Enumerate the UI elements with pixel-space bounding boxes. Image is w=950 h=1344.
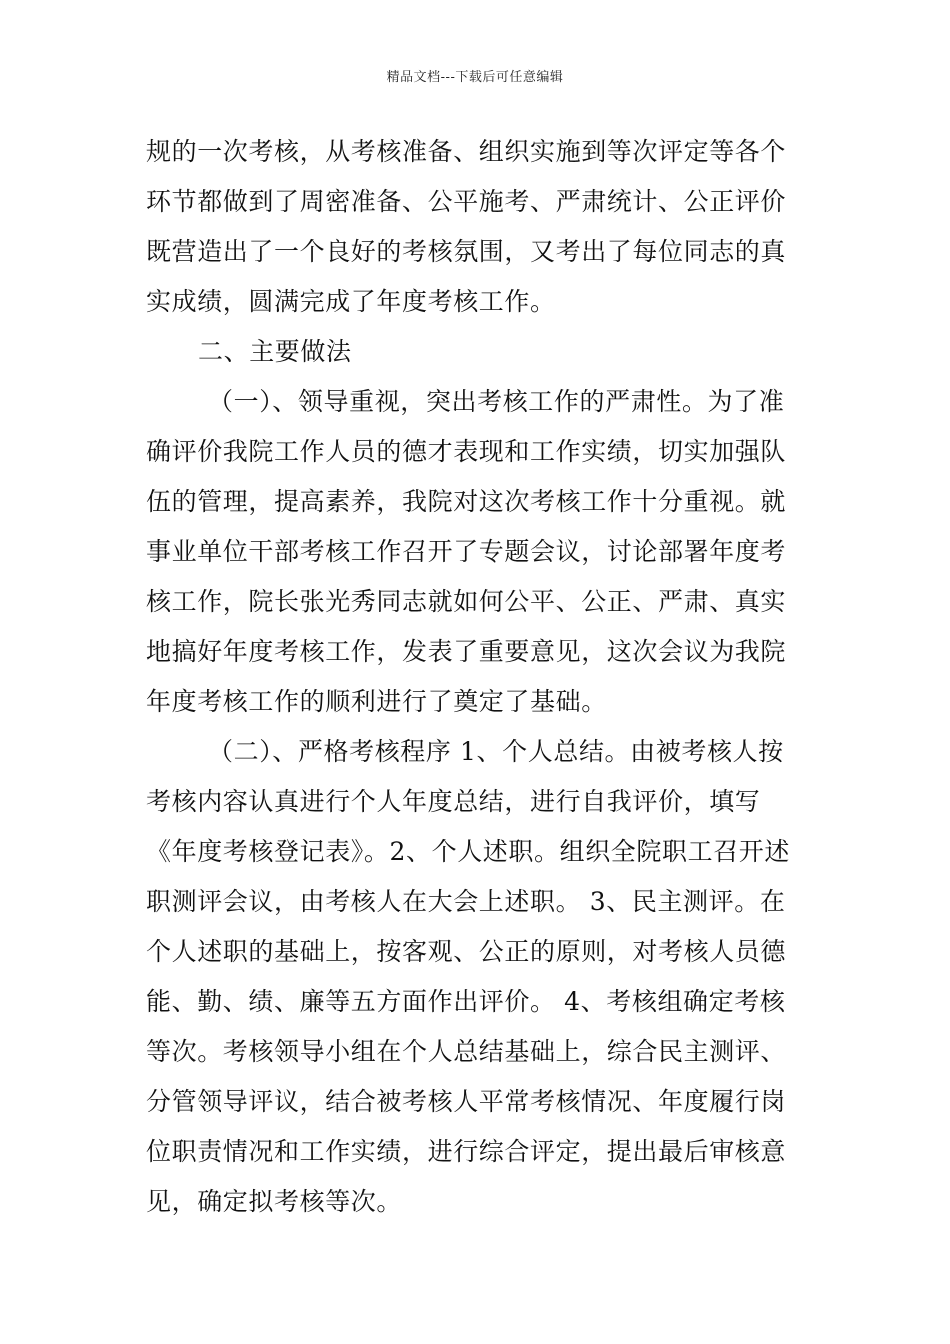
text-line: 《年度考核登记表》。2、个人述职。组织全院职工召开述: [146, 837, 791, 866]
subsection-heading-1: （一）、领导重视，突出考核工作的严肃性。为了准: [208, 387, 785, 416]
text-line: 事业单位干部考核工作召开了专题会议，讨论部署年度考: [146, 537, 787, 566]
text-line: 规的一次考核，从考核准备、组织实施到等次评定等各个: [146, 137, 787, 166]
subsection-heading-2: （二）、严格考核程序 1、个人总结。由被考核人按: [208, 737, 784, 766]
text-line: 伍的管理，提高素养，我院对这次考核工作十分重视。就: [146, 487, 787, 516]
text-line: 既营造出了一个良好的考核氛围，又考出了每位同志的真: [146, 237, 787, 266]
text-line: 个人述职的基础上，按客观、公正的原则，对考核人员德: [146, 937, 787, 966]
text-line: 确评价我院工作人员的德才表现和工作实绩，切实加强队: [146, 437, 787, 466]
text-line: 核工作，院长张光秀同志就如何公平、公正、严肃、真实: [146, 587, 787, 616]
text-line: 实成绩，圆满完成了年度考核工作。: [146, 287, 556, 316]
text-line: 环节都做到了周密准备、公平施考、严肃统计、公正评价: [146, 187, 787, 216]
text-line: 考核内容认真进行个人年度总结，进行自我评价，填写: [146, 787, 761, 816]
text-line: 等次。考核领导小组在个人总结基础上，综合民主测评、: [146, 1037, 787, 1066]
text-line: 位职责情况和工作实绩，进行综合评定，提出最后审核意: [146, 1137, 787, 1166]
text-line: 见，确定拟考核等次。: [146, 1187, 403, 1216]
section-heading: 二、主要做法: [198, 337, 352, 366]
text-line: 职测评会议，由考核人在大会上述职。 3、民主测评。在: [146, 887, 786, 916]
document-body: [146, 127, 810, 1227]
text-line: 年度考核工作的顺利进行了奠定了基础。: [146, 687, 607, 716]
text-line: 地搞好年度考核工作，发表了重要意见，这次会议为我院: [146, 637, 787, 666]
text-line: 分管领导评议，结合被考核人平常考核情况、年度履行岗: [146, 1087, 787, 1116]
page-header: 精品文档---下载后可任意编辑: [386, 70, 564, 85]
text-line: 能、勤、绩、廉等五方面作出评价。 4、考核组确定考核: [146, 987, 786, 1016]
